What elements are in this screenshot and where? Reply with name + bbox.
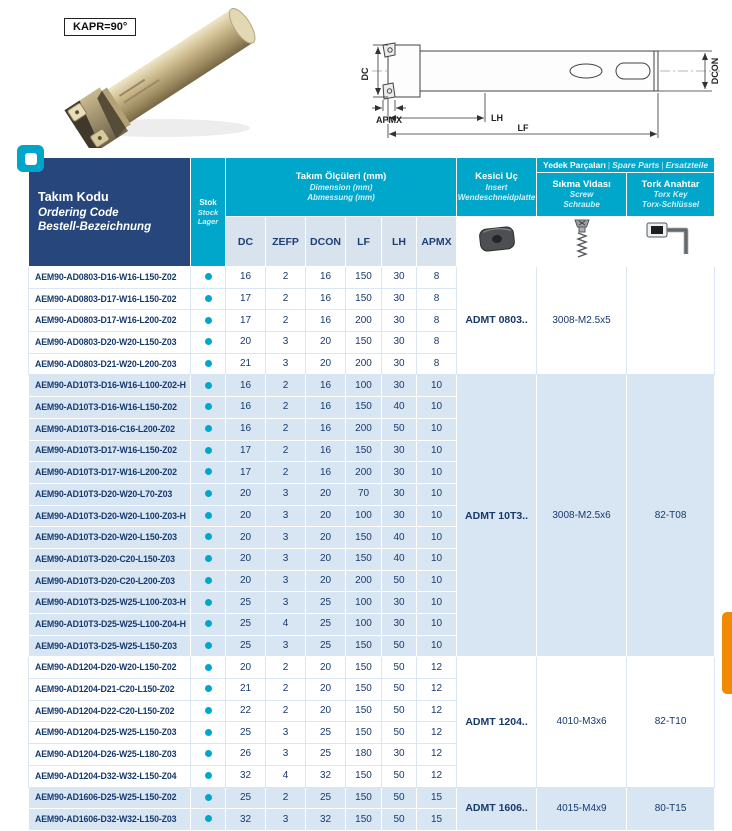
dimension-value-cell: 12 — [417, 722, 457, 744]
dimension-value-cell: 50 — [382, 679, 417, 701]
stock-dot — [205, 642, 212, 649]
stock-cell — [191, 267, 226, 289]
dimension-value-cell: 150 — [346, 657, 382, 679]
technical-drawing — [358, 14, 730, 146]
dimension-value-cell: 2 — [266, 700, 306, 722]
dim-label-dc: DC — [360, 67, 370, 81]
stock-dot — [205, 403, 212, 410]
dimension-value-cell: 3 — [266, 635, 306, 657]
dimension-value-cell: 10 — [417, 462, 457, 484]
stock-dot — [205, 317, 212, 324]
dim-label-apmx: APMX — [375, 115, 403, 125]
stock-cell — [191, 375, 226, 397]
dimension-value-cell: 32 — [226, 809, 266, 831]
dimension-value-cell: 150 — [346, 548, 382, 570]
dimension-value-cell: 12 — [417, 679, 457, 701]
torx-key-icon — [642, 218, 700, 260]
dimension-value-cell: 20 — [226, 505, 266, 527]
dimension-value-cell: 16 — [306, 462, 346, 484]
dimension-value-cell: 150 — [346, 527, 382, 549]
table-row — [29, 657, 715, 679]
ordering-code-cell: AEM90-AD10T3-D17-W16-L200-Z02 — [29, 462, 191, 484]
dimension-value-cell: 2 — [266, 375, 306, 397]
dimension-value-cell: 20 — [306, 548, 346, 570]
dimension-value-cell: 20 — [306, 700, 346, 722]
screw-header: Sıkma Vidası Screw Schraube — [537, 173, 627, 217]
col-header-lh: LH — [382, 217, 417, 267]
dim-label-lh: LH — [491, 113, 503, 123]
torx-key-code-cell: 80-T15 — [627, 787, 715, 830]
dimension-value-cell: 15 — [417, 787, 457, 809]
stock-cell — [191, 505, 226, 527]
ordering-code-cell: AEM90-AD0803-D16-W16-L150-Z02 — [29, 267, 191, 289]
dimension-value-cell: 30 — [382, 462, 417, 484]
stock-dot — [205, 794, 212, 801]
dimension-value-cell: 16 — [306, 397, 346, 419]
dimension-value-cell: 10 — [417, 592, 457, 614]
dimension-value-cell: 2 — [266, 787, 306, 809]
stock-dot — [205, 512, 212, 519]
dimension-value-cell: 25 — [306, 744, 346, 766]
insert-code-cell: ADMT 1204.. — [457, 657, 537, 787]
dimension-value-cell: 20 — [306, 483, 346, 505]
dimension-value-cell: 50 — [382, 418, 417, 440]
col-header-zefp: ZEFP — [266, 217, 306, 267]
dimension-value-cell: 17 — [226, 288, 266, 310]
dimension-value-cell: 200 — [346, 418, 382, 440]
dimension-value-cell: 40 — [382, 548, 417, 570]
stock-cell — [191, 397, 226, 419]
dimension-value-cell: 16 — [226, 397, 266, 419]
dimension-value-cell: 32 — [306, 809, 346, 831]
dimension-value-cell: 2 — [266, 418, 306, 440]
dimension-value-cell: 8 — [417, 310, 457, 332]
dimension-value-cell: 50 — [382, 787, 417, 809]
stock-cell — [191, 462, 226, 484]
dimension-value-cell: 17 — [226, 440, 266, 462]
dimension-value-cell: 21 — [226, 679, 266, 701]
dimensions-header: Takım Ölçüleri (mm) Dimension (mm) Abmessung (mm) — [226, 158, 457, 217]
stock-cell — [191, 592, 226, 614]
screw-code-cell: 3008-M2.5x6 — [537, 375, 627, 657]
stock-dot — [205, 707, 212, 714]
dimension-value-cell: 16 — [306, 440, 346, 462]
dimension-value-cell: 25 — [226, 635, 266, 657]
spare-parts-header: Yedek Parçaları | Spare Parts | Ersatzteile — [537, 158, 715, 173]
torx-key-header: Tork Anahtar Torx Key Torx-Schlüssel — [627, 173, 715, 217]
insert-code-cell: ADMT 10T3.. — [457, 375, 537, 657]
dimension-value-cell: 30 — [382, 375, 417, 397]
torx-key-code-cell — [627, 267, 715, 375]
stock-dot — [205, 815, 212, 822]
dimension-value-cell: 20 — [226, 570, 266, 592]
dimension-value-cell: 10 — [417, 397, 457, 419]
ordering-code-cell: AEM90-AD1204-D26-W25-L180-Z03 — [29, 744, 191, 766]
dimension-value-cell: 20 — [306, 332, 346, 354]
dimension-value-cell: 20 — [306, 657, 346, 679]
dimension-value-cell: 20 — [226, 483, 266, 505]
dimension-value-cell: 3 — [266, 548, 306, 570]
table-row — [29, 267, 715, 289]
dimension-value-cell: 50 — [382, 722, 417, 744]
ordering-header-en: Ordering Code — [38, 206, 119, 219]
stock-dot — [205, 577, 212, 584]
stock-dot — [205, 490, 212, 497]
stock-cell — [191, 809, 226, 831]
dimension-value-cell: 200 — [346, 310, 382, 332]
table-row — [29, 375, 715, 397]
insert-icon-cell — [457, 217, 537, 267]
stock-dot — [205, 599, 212, 606]
dimension-value-cell: 150 — [346, 267, 382, 289]
ordering-code-cell: AEM90-AD1204-D20-W20-L150-Z02 — [29, 657, 191, 679]
dimension-value-cell: 150 — [346, 332, 382, 354]
stock-dot — [205, 273, 212, 280]
stock-dot — [205, 772, 212, 779]
stock-dot — [205, 620, 212, 627]
dimension-value-cell: 8 — [417, 288, 457, 310]
dimension-value-cell: 25 — [226, 614, 266, 636]
stock-dot — [205, 468, 212, 475]
dimension-value-cell: 2 — [266, 462, 306, 484]
stock-cell — [191, 787, 226, 809]
dimension-value-cell: 8 — [417, 332, 457, 354]
ordering-code-cell: AEM90-AD10T3-D17-W16-L150-Z02 — [29, 440, 191, 462]
dimension-value-cell: 20 — [306, 527, 346, 549]
dimension-value-cell: 16 — [306, 310, 346, 332]
dim-label-dcon: DCON — [710, 57, 720, 85]
stock-dot — [205, 729, 212, 736]
dimension-value-cell: 10 — [417, 527, 457, 549]
dimension-value-cell: 20 — [306, 679, 346, 701]
col-header-lf: LF — [346, 217, 382, 267]
orange-side-tab — [722, 612, 732, 694]
dimension-value-cell: 25 — [226, 787, 266, 809]
dimension-value-cell: 25 — [226, 722, 266, 744]
col-header-dcon: DCON — [306, 217, 346, 267]
screw-icon — [569, 217, 595, 261]
dimension-value-cell: 2 — [266, 440, 306, 462]
ordering-header-de: Bestell-Bezeichnung — [38, 220, 152, 233]
dimension-value-cell: 12 — [417, 700, 457, 722]
dimension-value-cell: 2 — [266, 310, 306, 332]
ordering-code-cell: AEM90-AD10T3-D25-W25-L100-Z03-H — [29, 592, 191, 614]
dimension-value-cell: 40 — [382, 527, 417, 549]
dimension-value-cell: 200 — [346, 353, 382, 375]
dimension-value-cell: 2 — [266, 679, 306, 701]
dimension-value-cell: 4 — [266, 765, 306, 787]
dimension-value-cell: 150 — [346, 440, 382, 462]
stock-dot — [205, 425, 212, 432]
dimension-value-cell: 16 — [306, 267, 346, 289]
dimension-value-cell: 12 — [417, 657, 457, 679]
dimension-value-cell: 50 — [382, 635, 417, 657]
dimension-value-cell: 100 — [346, 614, 382, 636]
dimension-value-cell: 50 — [382, 809, 417, 831]
ordering-code-cell: AEM90-AD1204-D22-C20-L150-Z02 — [29, 700, 191, 722]
dimension-value-cell: 150 — [346, 397, 382, 419]
stock-cell — [191, 418, 226, 440]
dimension-value-cell: 12 — [417, 765, 457, 787]
screw-code-cell: 3008-M2.5x5 — [537, 267, 627, 375]
stock-cell — [191, 310, 226, 332]
ordering-code-cell: AEM90-AD1204-D32-W32-L150-Z04 — [29, 765, 191, 787]
ordering-code-cell: AEM90-AD0803-D20-W20-L150-Z03 — [29, 332, 191, 354]
table-row — [29, 787, 715, 809]
dimension-value-cell: 20 — [226, 527, 266, 549]
stock-cell — [191, 657, 226, 679]
dimension-value-cell: 30 — [382, 353, 417, 375]
torx-key-icon-cell — [627, 217, 715, 267]
screw-code-cell: 4010-M3x6 — [537, 657, 627, 787]
dimension-value-cell: 30 — [382, 332, 417, 354]
dimension-value-cell: 20 — [226, 332, 266, 354]
dimension-value-cell: 2 — [266, 267, 306, 289]
stock-cell — [191, 700, 226, 722]
stock-cell — [191, 614, 226, 636]
dimension-value-cell: 50 — [382, 570, 417, 592]
dimension-value-cell: 16 — [306, 375, 346, 397]
stock-dot — [205, 750, 212, 757]
dimension-value-cell: 16 — [226, 375, 266, 397]
dimension-value-cell: 20 — [306, 505, 346, 527]
dimension-value-cell: 25 — [306, 787, 346, 809]
dimension-value-cell: 8 — [417, 353, 457, 375]
dimension-value-cell: 150 — [346, 700, 382, 722]
stock-cell — [191, 548, 226, 570]
insert-header: Kesici Uç Insert Wendeschneidplatte — [457, 158, 537, 217]
stock-cell — [191, 288, 226, 310]
ordering-code-cell: AEM90-AD10T3-D25-W25-L150-Z03 — [29, 635, 191, 657]
dimension-value-cell: 25 — [306, 722, 346, 744]
ordering-code-cell: AEM90-AD0803-D21-W20-L200-Z03 — [29, 353, 191, 375]
dimension-value-cell: 25 — [306, 614, 346, 636]
dimension-value-cell: 50 — [382, 657, 417, 679]
dimension-value-cell: 20 — [306, 570, 346, 592]
dimension-value-cell: 16 — [306, 288, 346, 310]
dimension-value-cell: 50 — [382, 700, 417, 722]
dimension-value-cell: 3 — [266, 722, 306, 744]
ordering-code-cell: AEM90-AD10T3-D20-W20-L100-Z03-H — [29, 505, 191, 527]
dimension-drawing — [358, 14, 730, 146]
dimension-value-cell: 10 — [417, 548, 457, 570]
torx-key-code-cell: 82-T08 — [627, 375, 715, 657]
dimension-value-cell: 20 — [226, 548, 266, 570]
stock-dot — [205, 338, 212, 345]
ordering-code-cell: AEM90-AD10T3-D20-C20-L200-Z03 — [29, 570, 191, 592]
dimension-value-cell: 100 — [346, 375, 382, 397]
dimension-value-cell: 25 — [306, 592, 346, 614]
dim-label-lf: LF — [517, 123, 529, 133]
dimension-value-cell: 3 — [266, 527, 306, 549]
ordering-code-cell: AEM90-AD0803-D17-W16-L200-Z02 — [29, 310, 191, 332]
stock-dot — [205, 360, 212, 367]
ordering-code-cell: AEM90-AD10T3-D16-W16-L100-Z02-H — [29, 375, 191, 397]
stock-dot — [205, 685, 212, 692]
dimension-value-cell: 8 — [417, 267, 457, 289]
stock-cell — [191, 765, 226, 787]
ordering-code-cell: AEM90-AD10T3-D25-W25-L100-Z04-H — [29, 614, 191, 636]
torx-key-code-cell: 82-T10 — [627, 657, 715, 787]
stock-dot — [205, 555, 212, 562]
dimension-value-cell: 10 — [417, 570, 457, 592]
stock-dot — [205, 533, 212, 540]
dimension-value-cell: 30 — [382, 614, 417, 636]
dimension-value-cell: 3 — [266, 570, 306, 592]
dimension-value-cell: 3 — [266, 744, 306, 766]
ordering-code-cell: AEM90-AD1606-D32-W32-L150-Z03 — [29, 809, 191, 831]
dimension-value-cell: 10 — [417, 483, 457, 505]
stock-cell — [191, 440, 226, 462]
dimension-value-cell: 16 — [306, 418, 346, 440]
dimension-value-cell: 40 — [382, 397, 417, 419]
insert-code-cell: ADMT 1606.. — [457, 787, 537, 830]
stock-cell — [191, 722, 226, 744]
kapr-label: KAPR=90° — [64, 18, 136, 36]
dimension-value-cell: 30 — [382, 744, 417, 766]
ordering-code-cell: AEM90-AD10T3-D20-C20-L150-Z03 — [29, 548, 191, 570]
dimension-value-cell: 30 — [382, 288, 417, 310]
dimension-value-cell: 10 — [417, 375, 457, 397]
stock-dot — [205, 382, 212, 389]
dimension-value-cell: 10 — [417, 418, 457, 440]
dimension-value-cell: 30 — [382, 267, 417, 289]
dimension-value-cell: 21 — [226, 353, 266, 375]
corner-tab-inner-square — [25, 153, 37, 165]
dimension-value-cell: 70 — [346, 483, 382, 505]
dimension-value-cell: 200 — [346, 462, 382, 484]
insert-icon — [474, 223, 520, 255]
ordering-header-tr: Takım Kodu — [38, 189, 109, 204]
dimension-value-cell: 50 — [382, 765, 417, 787]
dimension-value-cell: 32 — [306, 765, 346, 787]
insert-code-cell: ADMT 0803.. — [457, 267, 537, 375]
catalog-table — [28, 157, 715, 831]
stock-dot — [205, 664, 212, 671]
stock-dot — [205, 447, 212, 454]
dimension-value-cell: 17 — [226, 310, 266, 332]
dimension-value-cell: 150 — [346, 809, 382, 831]
dimension-value-cell: 3 — [266, 809, 306, 831]
dimension-value-cell: 30 — [382, 505, 417, 527]
dimension-value-cell: 12 — [417, 744, 457, 766]
stock-cell — [191, 353, 226, 375]
dimension-value-cell: 10 — [417, 440, 457, 462]
stock-cell — [191, 332, 226, 354]
table-body — [29, 267, 715, 831]
stock-cell — [191, 483, 226, 505]
dimension-value-cell: 2 — [266, 657, 306, 679]
dimension-value-cell: 2 — [266, 397, 306, 419]
dimension-value-cell: 3 — [266, 353, 306, 375]
dimension-value-cell: 100 — [346, 592, 382, 614]
dimension-value-cell: 25 — [226, 592, 266, 614]
dimension-value-cell: 30 — [382, 483, 417, 505]
ordering-code-cell: AEM90-AD0803-D17-W16-L150-Z02 — [29, 288, 191, 310]
stock-dot — [205, 295, 212, 302]
dimension-value-cell: 20 — [306, 353, 346, 375]
dimension-value-cell: 150 — [346, 722, 382, 744]
ordering-code-cell: AEM90-AD1606-D25-W25-L150-Z02 — [29, 787, 191, 809]
dimension-value-cell: 30 — [382, 592, 417, 614]
dimension-value-cell: 200 — [346, 570, 382, 592]
stock-cell — [191, 635, 226, 657]
dimension-value-cell: 16 — [226, 267, 266, 289]
dimension-value-cell: 20 — [226, 657, 266, 679]
dimension-value-cell: 150 — [346, 679, 382, 701]
dimension-value-cell: 32 — [226, 765, 266, 787]
dimension-value-cell: 4 — [266, 614, 306, 636]
dimension-value-cell: 22 — [226, 700, 266, 722]
dimension-value-cell: 17 — [226, 462, 266, 484]
dimension-value-cell: 3 — [266, 592, 306, 614]
dimension-value-cell: 3 — [266, 505, 306, 527]
stock-cell — [191, 744, 226, 766]
col-header-apmx: APMX — [417, 217, 457, 267]
dimension-value-cell: 150 — [346, 288, 382, 310]
dimension-value-cell: 16 — [226, 418, 266, 440]
dimension-value-cell: 15 — [417, 809, 457, 831]
dimension-value-cell: 10 — [417, 505, 457, 527]
ordering-code-header — [29, 158, 191, 267]
dimension-value-cell: 3 — [266, 332, 306, 354]
ordering-code-cell: AEM90-AD10T3-D16-C16-L200-Z02 — [29, 418, 191, 440]
dimension-value-cell: 26 — [226, 744, 266, 766]
screw-code-cell: 4015-M4x9 — [537, 787, 627, 830]
dimension-value-cell: 100 — [346, 505, 382, 527]
stock-cell — [191, 570, 226, 592]
ordering-code-cell: AEM90-AD1204-D21-C20-L150-Z02 — [29, 679, 191, 701]
ordering-code-cell: AEM90-AD10T3-D20-W20-L70-Z03 — [29, 483, 191, 505]
stock-header: Stok Stock Lager — [191, 158, 226, 267]
dimension-value-cell: 10 — [417, 635, 457, 657]
ordering-code-cell: AEM90-AD10T3-D16-W16-L150-Z02 — [29, 397, 191, 419]
ordering-code-cell: AEM90-AD1204-D25-W25-L150-Z03 — [29, 722, 191, 744]
dimension-value-cell: 180 — [346, 744, 382, 766]
dimension-value-cell: 150 — [346, 635, 382, 657]
ordering-code-cell: AEM90-AD10T3-D20-W20-L150-Z03 — [29, 527, 191, 549]
dimension-value-cell: 25 — [306, 635, 346, 657]
corner-tab-icon — [17, 145, 44, 172]
product-photo — [50, 6, 280, 148]
dimension-value-cell: 2 — [266, 288, 306, 310]
stock-cell — [191, 679, 226, 701]
dimension-value-cell: 150 — [346, 765, 382, 787]
screw-icon-cell — [537, 217, 627, 267]
dimension-value-cell: 150 — [346, 787, 382, 809]
stock-cell — [191, 527, 226, 549]
col-header-dc: DC — [226, 217, 266, 267]
dimension-value-cell: 30 — [382, 440, 417, 462]
dimension-value-cell: 10 — [417, 614, 457, 636]
dimension-value-cell: 30 — [382, 310, 417, 332]
dimension-value-cell: 3 — [266, 483, 306, 505]
